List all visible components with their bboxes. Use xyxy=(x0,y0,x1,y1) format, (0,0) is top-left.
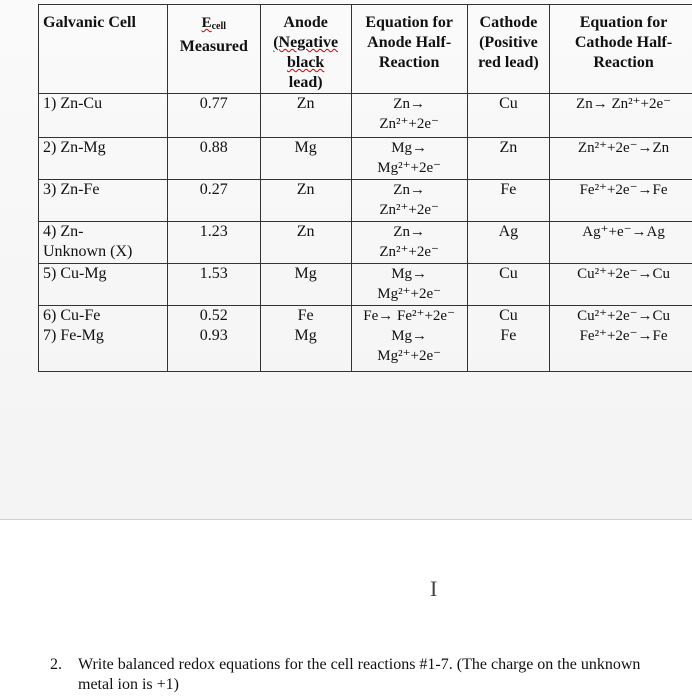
anode-equation: Mg→ Mg²⁺+2e⁻ xyxy=(351,264,467,306)
ecell-value: 1.53 xyxy=(167,264,260,306)
header-anode-equation: Equation for Anode Half- Reaction xyxy=(351,5,467,94)
anode-equation: Mg→ Mg²⁺+2e⁻ xyxy=(351,138,467,180)
anode-metal: Mg xyxy=(260,138,351,180)
cell-name: 4) Zn- Unknown (X) xyxy=(39,222,168,264)
cathode-metal: Zn xyxy=(467,138,549,180)
cell-name: 2) Zn-Mg xyxy=(39,138,168,180)
ecell-value: 0.27 xyxy=(167,180,260,222)
cathode-metal: Cu xyxy=(467,264,549,306)
cathode-equation: Cu²⁺+2e⁻→Cu xyxy=(550,264,692,306)
table-row xyxy=(39,94,692,138)
header-anode: Anode (Negative black lead) xyxy=(260,5,351,94)
cathode-metal: Ag xyxy=(467,222,549,264)
header-cathode: Cathode (Positive red lead) xyxy=(467,5,549,94)
question-text: Write balanced redox equations for the cell reactions #1-7. (The charge on the unknown metal ion is +1) xyxy=(78,656,641,693)
cathode-metal: Fe xyxy=(467,180,549,222)
anode-metal: Zn xyxy=(260,222,351,264)
cathode-equation: Fe²⁺+2e⁻→Fe xyxy=(550,180,692,222)
anode-metal: Zn xyxy=(260,94,351,138)
table-row xyxy=(39,264,692,306)
header-ecell: $E_{cell}$ Measured xyxy=(167,5,260,94)
galvanic-cell-table xyxy=(38,4,692,372)
table-row xyxy=(39,180,692,222)
cell-name: 3) Zn-Fe xyxy=(39,180,168,222)
cathode-equation: Zn→ Zn²⁺+2e⁻ xyxy=(550,94,692,138)
cathode-metal: Cu Fe xyxy=(467,306,549,372)
question-number: 2. xyxy=(50,656,62,673)
anode-metal: Fe Mg xyxy=(260,306,351,372)
anode-equation: Zn→ Zn²⁺+2e⁻ xyxy=(351,222,467,264)
text-cursor-icon: I xyxy=(430,576,438,601)
ecell-value: 0.77 xyxy=(167,94,260,138)
cell-name: 6) Cu-Fe 7) Fe-Mg xyxy=(39,306,168,372)
anode-metal: Zn xyxy=(260,180,351,222)
table-row xyxy=(39,138,692,180)
cell-name: 5) Cu-Mg xyxy=(39,264,168,306)
data-table-container xyxy=(38,4,692,372)
cathode-metal: Cu xyxy=(467,94,549,138)
cathode-equation: Cu²⁺+2e⁻→Cu Fe²⁺+2e⁻→Fe xyxy=(550,306,692,372)
table-row xyxy=(39,306,692,372)
cell-name: 1) Zn-Cu xyxy=(39,94,168,138)
ecell-value: 1.23 xyxy=(167,222,260,264)
anode-equation: Zn→ Zn²⁺+2e⁻ xyxy=(351,94,467,138)
table-header-row xyxy=(39,5,692,94)
anode-equation: Zn→ Zn²⁺+2e⁻ xyxy=(351,180,467,222)
anode-equation: Fe→ Fe²⁺+2e⁻ Mg→ Mg²⁺+2e⁻ xyxy=(351,306,467,372)
table-row xyxy=(39,222,692,264)
ecell-value: 0.88 xyxy=(167,138,260,180)
ecell-value: 0.52 0.93 xyxy=(167,306,260,372)
cathode-equation: Zn²⁺+2e⁻→Zn xyxy=(550,138,692,180)
anode-metal: Mg xyxy=(260,264,351,306)
header-galvanic-cell: Galvanic Cell xyxy=(39,5,168,94)
header-cathode-equation: Equation for Cathode Half- Reaction xyxy=(550,5,692,94)
cathode-equation: Ag⁺+e⁻→Ag xyxy=(550,222,692,264)
